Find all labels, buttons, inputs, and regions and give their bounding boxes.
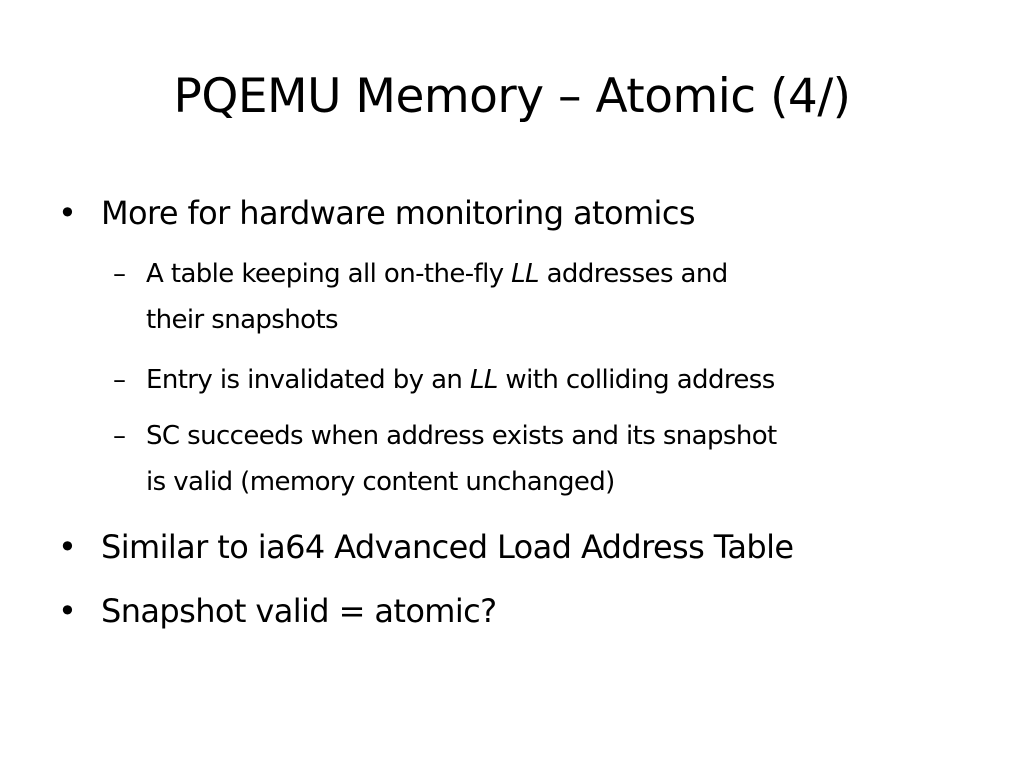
sub-bullet-emphasis: LL xyxy=(469,365,498,395)
bullet-text: Similar to ia64 Advanced Load Address Table xyxy=(101,528,794,566)
bullet-text: More for hardware monitoring atomics xyxy=(101,194,695,232)
sub-bullet-continuation: is valid (memory content unchanged) xyxy=(146,467,615,497)
sub-bullet-text-part: Entry is invalidated by an xyxy=(146,365,470,395)
sub-bullet-continuation: their snapshots xyxy=(146,305,338,335)
sub-bullet-text-part: addresses and xyxy=(538,259,728,289)
bullet-icon: • xyxy=(58,528,77,566)
bullet-icon: • xyxy=(58,194,77,232)
bullet-icon: • xyxy=(58,592,77,630)
sub-bullet-text-part: with colliding address xyxy=(497,365,775,395)
dash-icon: – xyxy=(113,365,126,395)
slide-title: PQEMU Memory – Atomic (4/) xyxy=(173,69,851,124)
sub-bullet-text-part: A table keeping all on-the-fly xyxy=(146,259,512,289)
sub-bullet-emphasis: LL xyxy=(511,259,539,289)
dash-icon: – xyxy=(113,421,126,451)
sub-bullet-text xyxy=(146,356,775,404)
sub-bullet-text: SC succeeds when address exists and its snapshot xyxy=(146,421,777,451)
bullet-text: Snapshot valid = atomic? xyxy=(101,592,497,630)
dash-icon: – xyxy=(113,259,126,289)
sub-bullet-text xyxy=(146,250,728,298)
